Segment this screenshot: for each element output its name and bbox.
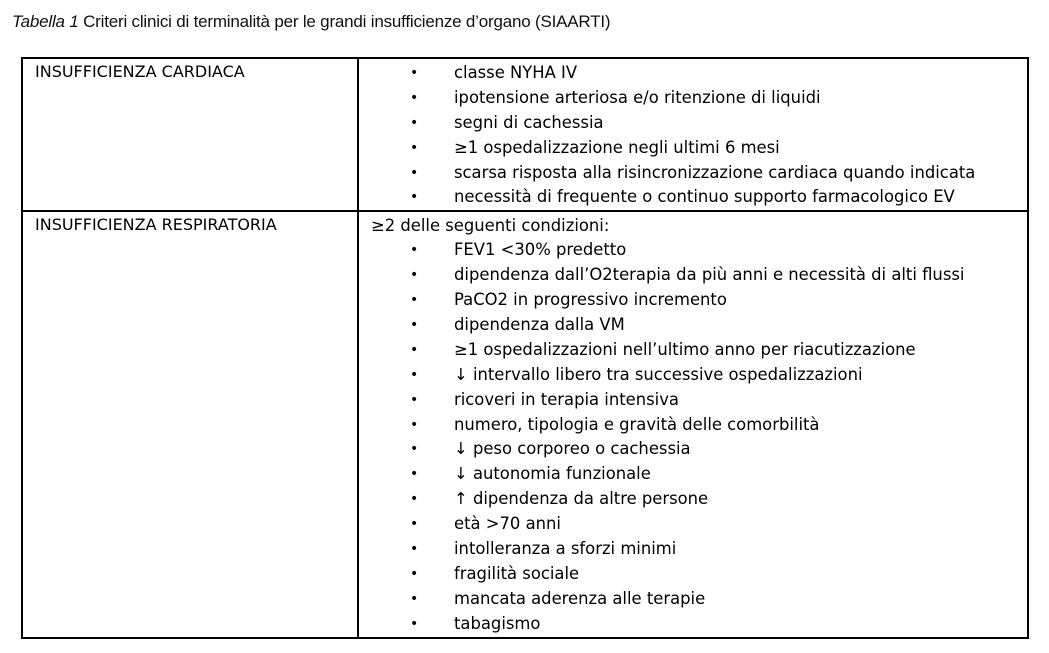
criteria-item: • ↓ autonomia funzionale bbox=[359, 462, 1027, 487]
criteria-item: • fragilità sociale bbox=[359, 562, 1027, 587]
bullet-icon: • bbox=[410, 189, 419, 206]
criteria-cell bbox=[358, 58, 1028, 211]
criteria-item: • numero, tipologia e gravità delle comorbilità bbox=[359, 413, 1027, 438]
bullet-icon: • bbox=[410, 416, 419, 433]
table-row-respiratory bbox=[22, 211, 1028, 637]
criteria-item: • ipotensione arteriosa e/o ritenzione di liquidi bbox=[359, 86, 1027, 111]
bullet-icon: • bbox=[410, 441, 419, 458]
organ-cell: INSUFFICIENZA RESPIRATORIA bbox=[22, 211, 358, 637]
bullet-icon: • bbox=[410, 65, 419, 81]
bullet-icon: • bbox=[410, 341, 419, 358]
criteria-item: • ↓ peso corporeo o cachessia bbox=[359, 437, 1027, 462]
bullet-icon: • bbox=[410, 139, 419, 156]
criteria-item: • età >70 anni bbox=[359, 512, 1027, 537]
bullet-icon: • bbox=[410, 164, 419, 181]
criteria-item: • ricoveri in terapia intensiva bbox=[359, 388, 1027, 413]
criteria-item: • tabagismo bbox=[359, 612, 1027, 637]
criteria-item: • ↑ dipendenza da altre persone bbox=[359, 487, 1027, 512]
criteria-item: • mancata aderenza alle terapie bbox=[359, 587, 1027, 612]
caption-text: Criteri clinici di terminalità per le grandi insufficienze d’organo (SIAARTI) bbox=[78, 12, 611, 31]
bullet-icon: • bbox=[410, 541, 419, 558]
bullet-icon: • bbox=[410, 590, 419, 607]
bullet-icon: • bbox=[410, 292, 419, 309]
bullet-icon: • bbox=[410, 516, 419, 533]
bullet-icon: • bbox=[410, 267, 419, 284]
bullet-icon: • bbox=[410, 114, 419, 131]
criteria-cell bbox=[358, 211, 1028, 637]
bullet-icon: • bbox=[410, 391, 419, 408]
criteria-list bbox=[359, 61, 1027, 210]
bullet-icon: • bbox=[410, 317, 419, 334]
caption-label: Tabella 1 bbox=[12, 12, 79, 31]
criteria-item: • PaCO2 in progressivo incremento bbox=[359, 288, 1027, 313]
criteria-item: • necessità di frequente o continuo supporto farmacologico EV bbox=[359, 185, 1027, 210]
bullet-icon: • bbox=[410, 366, 419, 383]
criteria-item: • FEV1 <30% predetto bbox=[359, 238, 1027, 263]
criteria-intro: ≥2 delle seguenti condizioni: bbox=[371, 216, 610, 236]
criteria-item: • intolleranza a sforzi minimi bbox=[359, 537, 1027, 562]
criteria-item: • ↓ intervallo libero tra successive ospedalizzazioni bbox=[359, 363, 1027, 388]
table-row-cardiac bbox=[22, 58, 1028, 211]
bullet-icon: • bbox=[410, 242, 419, 259]
bullet-icon: • bbox=[410, 565, 419, 582]
bullet-icon: • bbox=[410, 466, 419, 483]
bullet-icon: • bbox=[410, 89, 419, 106]
bullet-icon: • bbox=[410, 491, 419, 508]
criteria-item: • classe NYHA IV bbox=[359, 61, 1027, 86]
criteria-item: • dipendenza dall’O2terapia da più anni e necessità di alti flussi bbox=[359, 263, 1027, 288]
criteria-item: • ≥1 ospedalizzazione negli ultimi 6 mesi bbox=[359, 136, 1027, 161]
bullet-icon: • bbox=[410, 615, 419, 632]
criteria-item: • dipendenza dalla VM bbox=[359, 313, 1027, 338]
organ-cell: INSUFFICIENZA CARDIACA bbox=[22, 58, 358, 211]
criteria-item: • scarsa risposta alla risincronizzazione cardiaca quando indicata bbox=[359, 161, 1027, 186]
criteria-item: • ≥1 ospedalizzazioni nell’ultimo anno per riacutizzazione bbox=[359, 338, 1027, 363]
table-caption bbox=[12, 12, 610, 32]
criteria-list bbox=[359, 238, 1027, 636]
criteria-table bbox=[21, 57, 1029, 639]
criteria-item: • segni di cachessia bbox=[359, 111, 1027, 136]
